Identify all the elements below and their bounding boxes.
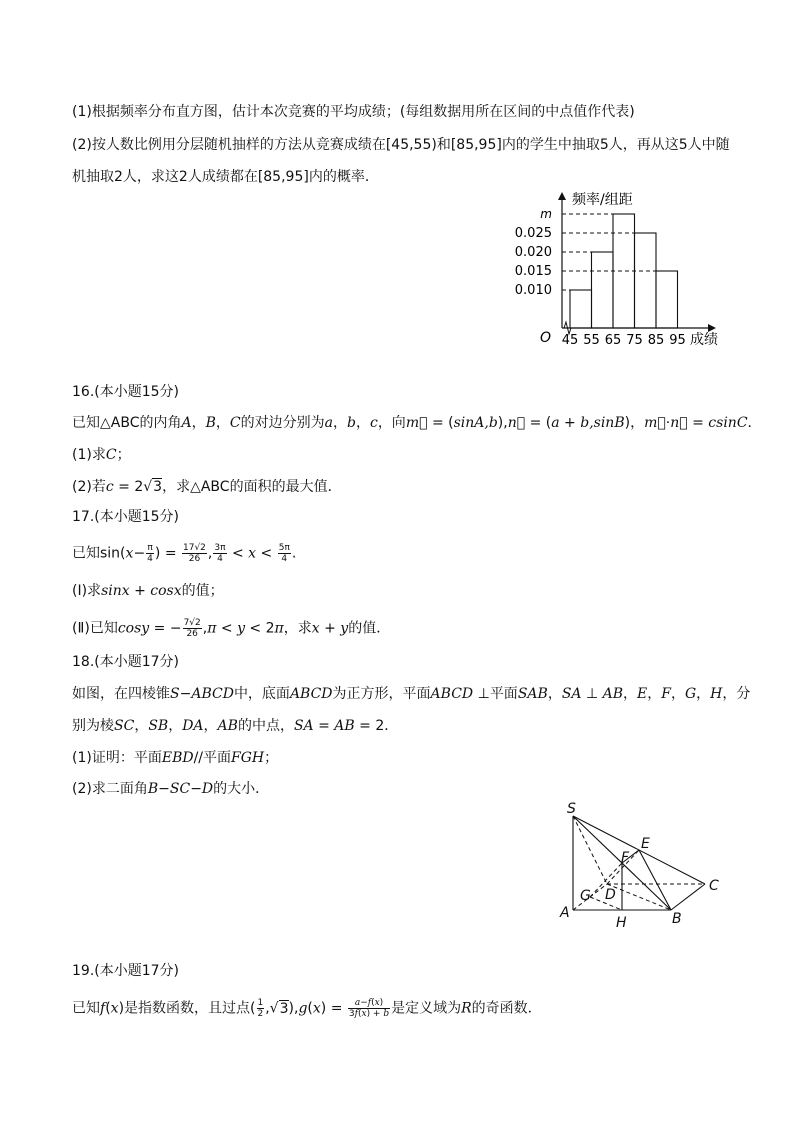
label-G: G bbox=[580, 888, 591, 904]
q18-header: 18.(本小题17分) bbox=[72, 654, 180, 670]
label-C: C bbox=[709, 878, 719, 894]
y-tick-label: 0.020 bbox=[514, 245, 552, 260]
y-axis-label: 频率/组距 bbox=[572, 192, 633, 208]
histogram-bar-4 bbox=[635, 233, 657, 328]
frequency-histogram bbox=[500, 186, 740, 354]
edge-BC bbox=[671, 884, 705, 910]
x-tick-label: 85 bbox=[647, 333, 665, 348]
label-E: E bbox=[641, 836, 650, 852]
x-axis-label: 成绩 bbox=[690, 332, 718, 348]
origin-label: O bbox=[540, 330, 552, 346]
q18-part2: (2)求二面角B−SC−D的大小． bbox=[72, 781, 270, 797]
q16-part2: (2)若c = 2√3，求△ABC的面积的最大值． bbox=[72, 479, 342, 495]
segment-EB bbox=[639, 850, 671, 910]
x-tick-label: 95 bbox=[669, 333, 686, 348]
q18-line1: 如图，在四棱锥S−ABCD中，底面ABCD为正方形，平面ABCD ⊥平面SAB，SA ⊥ AB，E，F，G，H，分 bbox=[72, 686, 751, 702]
label-S: S bbox=[567, 801, 576, 817]
x-tick-label: 45 bbox=[561, 333, 579, 348]
label-F: F bbox=[621, 850, 630, 866]
q15-part2-line1: (2)按人数比例用分层随机抽样的方法从竞赛成绩在[45,55)和[85,95]内的学生中抽取5人，再从这5人中随 bbox=[72, 137, 730, 153]
q18-line2: 别为棱SC，SB，DA，AB的中点，SA = AB = 2． bbox=[72, 718, 399, 734]
label-A: A bbox=[560, 905, 570, 921]
q17-part2: (Ⅱ)已知cosy = − $\frac{7√2}{26}$ ,π < y < 2π，求x + y的值． bbox=[72, 618, 391, 639]
histogram-bar-1 bbox=[570, 290, 592, 328]
y-tick-label: 0.015 bbox=[514, 264, 552, 279]
q17-header: 17.(本小题15分) bbox=[72, 509, 180, 525]
q15-part2-line2: 机抽取2人，求这2人成绩都在[85,95]内的概率． bbox=[72, 169, 379, 185]
histogram-bar-2 bbox=[592, 252, 614, 328]
label-B: B bbox=[672, 911, 682, 927]
x-tick-label: 65 bbox=[604, 333, 622, 348]
edge-SD bbox=[573, 816, 607, 884]
q19-stem: 已知f(x)是指数函数，且过点( $\frac{1}{2}$ ,√3),g(x) = $\frac{a-f(x)}{3f(x) + b}$ 是定义域为R的奇函数． bbox=[72, 998, 542, 1019]
q17-part1: (Ⅰ)求sinx + cosx的值； bbox=[72, 583, 224, 599]
x-axis-arrow bbox=[708, 324, 716, 332]
y-tick-label: m bbox=[540, 207, 552, 221]
histogram-bar-3 bbox=[613, 214, 635, 328]
x-tick-label: 75 bbox=[626, 333, 643, 348]
q16-header: 16.(本小题15分) bbox=[72, 384, 180, 400]
q17-stem: 已知sin(x− $\frac{\pi}{4}$ ) = $\frac{17√2}{26}$ , $\frac{3\pi}{4}$ < x < $\frac{5\pi}{4}$ . bbox=[72, 543, 297, 564]
q15-part1: (1)根据频率分布直方图，估计本次竞赛的平均成绩；(每组数据用所在区间的中点值作代表) bbox=[72, 104, 635, 120]
q18-part1: (1)证明：平面EBD//平面FGH； bbox=[72, 750, 279, 766]
segment-DB bbox=[607, 884, 671, 910]
label-D: D bbox=[605, 887, 616, 903]
x-tick-label: 55 bbox=[583, 333, 600, 348]
y-tick-label: 0.025 bbox=[514, 226, 552, 241]
y-tick-label: 0.010 bbox=[514, 283, 552, 298]
pyramid-figure bbox=[555, 800, 730, 930]
label-H: H bbox=[616, 915, 627, 930]
q16-stem: 已知△ABC的内角A，B，C的对边分别为a，b，c，向m⃗ = (sinA,b),n⃗ = (a + b,sinB)，m⃗·n⃗ = csinC． bbox=[72, 415, 762, 431]
y-axis-arrow bbox=[558, 192, 566, 200]
histogram-bar-5 bbox=[656, 271, 678, 328]
q16-part1: (1)求C； bbox=[72, 447, 131, 463]
q19-header: 19.(本小题17分) bbox=[72, 963, 180, 979]
